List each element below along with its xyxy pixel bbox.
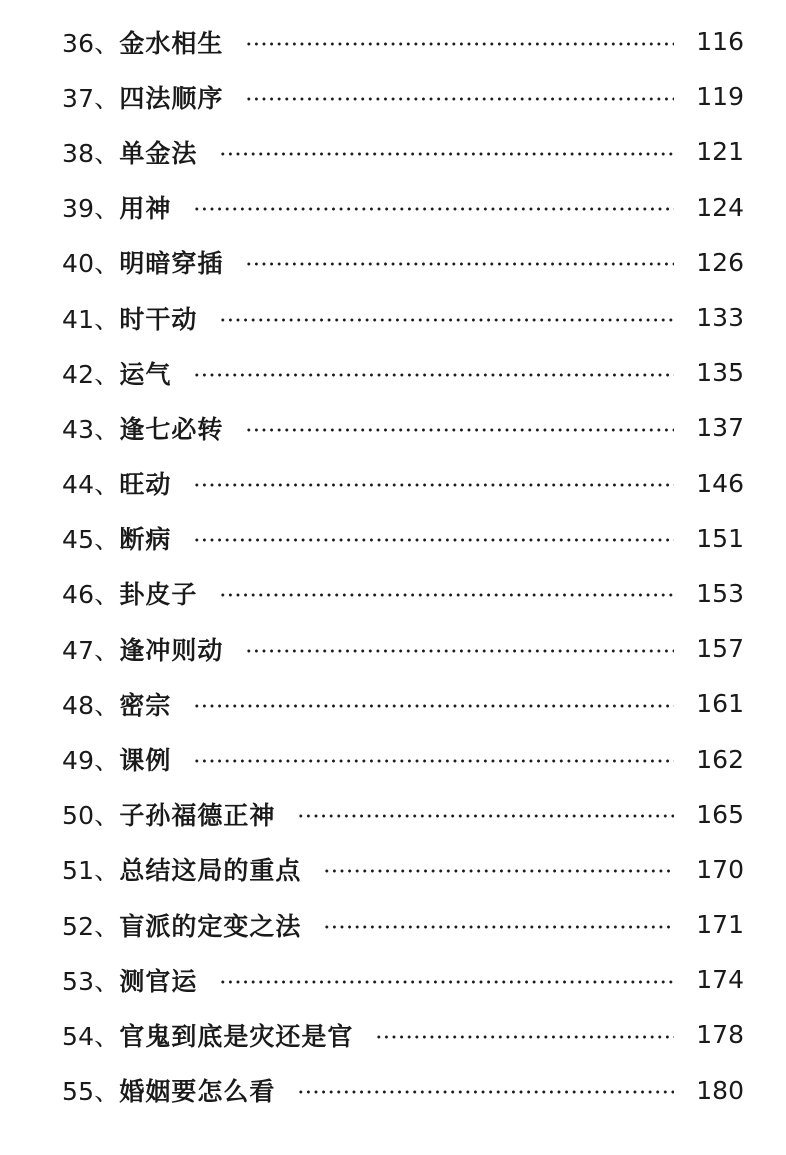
toc-entry[interactable]	[62, 345, 744, 400]
entry-page-number: 119	[696, 82, 744, 112]
entry-number: 38、	[62, 138, 120, 168]
toc-entry[interactable]	[62, 14, 744, 69]
dot-leader	[193, 207, 674, 211]
entry-title: 密宗	[119, 690, 172, 720]
toc-entry[interactable]	[62, 235, 744, 290]
toc-entry[interactable]	[62, 1063, 744, 1118]
toc-entry[interactable]	[62, 69, 744, 124]
toc-entry[interactable]	[62, 400, 744, 455]
toc-entry[interactable]	[62, 180, 744, 235]
entry-page-number: 178	[696, 1020, 744, 1050]
entry-title: 卦皮子	[119, 580, 198, 610]
entry-page-number: 135	[696, 358, 744, 388]
entry-number: 40、	[62, 249, 120, 279]
entry-title: 运气	[119, 359, 172, 389]
entry-number: 39、	[62, 194, 120, 224]
dot-leader	[245, 97, 674, 101]
entry-page-number: 171	[696, 910, 744, 940]
entry-title: 测官运	[119, 966, 198, 996]
entry-number: 52、	[62, 911, 120, 941]
entry-title: 逢冲则动	[119, 635, 224, 665]
entry-title: 课例	[119, 746, 172, 776]
entry-number: 42、	[62, 359, 120, 389]
dot-leader	[245, 262, 674, 266]
toc-entry[interactable]	[62, 511, 744, 566]
dot-leader	[245, 649, 674, 653]
toc-entry[interactable]	[62, 1007, 744, 1062]
entry-number: 46、	[62, 580, 120, 610]
entry-page-number: 121	[696, 137, 744, 167]
entry-number: 49、	[62, 746, 120, 776]
toc-entry[interactable]	[62, 290, 744, 345]
entry-title: 时干动	[119, 304, 198, 334]
toc-entry[interactable]	[62, 842, 744, 897]
dot-leader	[245, 428, 674, 432]
entry-page-number: 170	[696, 854, 744, 884]
entry-title: 明暗穿插	[119, 249, 224, 279]
dot-leader	[297, 1090, 674, 1094]
dot-leader	[219, 593, 674, 597]
toc-entry[interactable]	[62, 621, 744, 676]
entry-page-number: 161	[696, 689, 744, 719]
entry-number: 44、	[62, 470, 120, 500]
entry-page-number: 133	[696, 303, 744, 333]
toc-entry[interactable]	[62, 952, 744, 1007]
entry-title: 单金法	[119, 138, 198, 168]
entry-number: 41、	[62, 304, 120, 334]
table-of-contents	[62, 14, 744, 1118]
entry-number: 53、	[62, 966, 120, 996]
entry-number: 37、	[62, 83, 120, 113]
entry-title: 逢七必转	[119, 414, 224, 444]
entry-number: 43、	[62, 414, 120, 444]
dot-leader	[297, 814, 674, 818]
entry-page-number: 165	[696, 799, 744, 829]
entry-number: 54、	[62, 1021, 120, 1051]
toc-entry[interactable]	[62, 566, 744, 621]
entry-page-number: 116	[696, 27, 744, 57]
entry-title: 官鬼到底是灾还是官	[119, 1021, 354, 1051]
dot-leader	[193, 373, 674, 377]
entry-number: 55、	[62, 1077, 120, 1107]
entry-number: 51、	[62, 856, 120, 886]
toc-entry[interactable]	[62, 897, 744, 952]
toc-entry[interactable]	[62, 787, 744, 842]
entry-number: 47、	[62, 635, 120, 665]
entry-page-number: 126	[696, 247, 744, 277]
entry-title: 金水相生	[119, 28, 224, 58]
entry-page-number: 174	[696, 965, 744, 995]
dot-leader	[193, 704, 674, 708]
entry-title: 旺动	[119, 470, 172, 500]
entry-title: 断病	[119, 525, 172, 555]
entry-number: 45、	[62, 525, 120, 555]
dot-leader	[323, 869, 674, 873]
toc-entry[interactable]	[62, 124, 744, 179]
entry-title: 总结这局的重点	[119, 856, 302, 886]
dot-leader	[219, 980, 674, 984]
entry-title: 子孙福德正神	[119, 801, 276, 831]
toc-entry[interactable]	[62, 456, 744, 511]
entry-number: 48、	[62, 690, 120, 720]
entry-page-number: 137	[696, 413, 744, 443]
entry-number: 36、	[62, 28, 120, 58]
entry-page-number: 124	[696, 192, 744, 222]
entry-page-number: 180	[696, 1075, 744, 1105]
entry-title: 盲派的定变之法	[119, 911, 302, 941]
entry-page-number: 157	[696, 634, 744, 664]
entry-title: 用神	[119, 194, 172, 224]
entry-page-number: 153	[696, 578, 744, 608]
dot-leader	[375, 1035, 674, 1039]
dot-leader	[193, 759, 674, 763]
dot-leader	[245, 42, 674, 46]
entry-page-number: 151	[696, 523, 744, 553]
entry-title: 婚姻要怎么看	[119, 1077, 276, 1107]
dot-leader	[219, 152, 674, 156]
toc-entry[interactable]	[62, 731, 744, 786]
entry-title: 四法顺序	[119, 83, 224, 113]
dot-leader	[323, 925, 674, 929]
dot-leader	[219, 318, 674, 322]
dot-leader	[193, 483, 674, 487]
entry-page-number: 146	[696, 468, 744, 498]
entry-number: 50、	[62, 801, 120, 831]
toc-entry[interactable]	[62, 676, 744, 731]
entry-page-number: 162	[696, 744, 744, 774]
dot-leader	[193, 538, 674, 542]
